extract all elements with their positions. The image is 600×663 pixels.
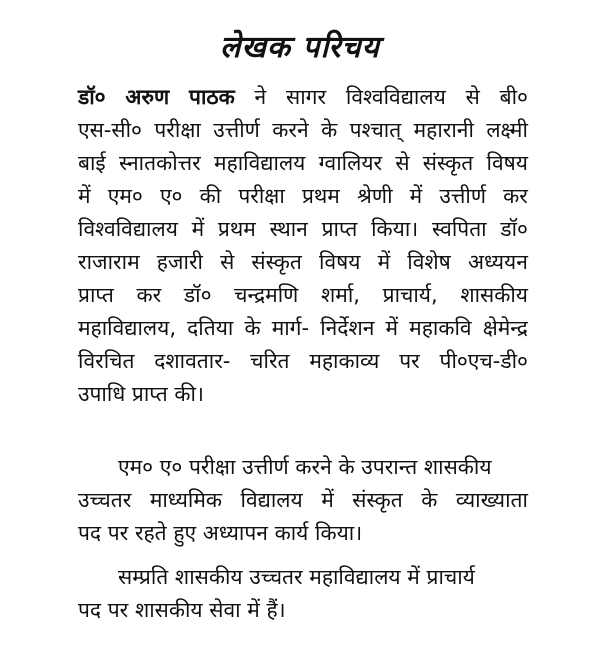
word: क्षेमेन्द्र	[482, 316, 528, 340]
word: विषय	[319, 250, 361, 274]
word: कर	[136, 283, 162, 307]
word: डॉ०	[500, 217, 528, 241]
word: व्याख्याता	[455, 488, 528, 512]
word: एम०	[107, 184, 143, 208]
word: पर	[399, 349, 420, 373]
text-line	[78, 181, 528, 211]
word: में	[377, 250, 391, 274]
text-line	[78, 247, 528, 277]
word: विश्वविद्यालय	[78, 217, 178, 241]
word: के	[244, 316, 261, 340]
word: प्रथम	[217, 217, 256, 241]
word: स्नातकोत्तर	[119, 151, 201, 175]
word: पी०एच-डी०	[439, 349, 528, 373]
word: करने	[272, 118, 309, 142]
word: ए०	[159, 184, 183, 208]
word: सागर	[286, 85, 327, 109]
word: स्वपिता	[431, 217, 487, 241]
word: बाई	[78, 151, 106, 175]
text-line: पद पर शासकीय सेवा में हैं।	[78, 598, 286, 622]
word: प्राप्त	[78, 283, 114, 307]
word: प्राचार्य,	[382, 283, 438, 307]
word: एस-सी०	[78, 118, 142, 142]
word: दतिया	[187, 316, 234, 340]
word: संस्कृत	[422, 151, 474, 175]
word: मार्ग-	[271, 316, 310, 340]
text-line	[78, 82, 528, 112]
word: की	[199, 184, 222, 208]
word: विरचित	[78, 349, 135, 373]
word: माध्यमिक	[149, 488, 223, 512]
word: परीक्षा	[238, 184, 285, 208]
word: में	[321, 488, 334, 512]
word: पाठक	[189, 85, 235, 109]
word: उत्तीर्ण	[213, 118, 260, 142]
word: हजारी	[156, 250, 203, 274]
word: के	[421, 488, 438, 512]
word: शर्मा,	[321, 283, 360, 307]
word: शासकीय	[460, 283, 528, 307]
word: पश्चात्	[349, 118, 402, 142]
word: महाकाव्य	[309, 349, 380, 373]
word: विश्वविद्यालय	[345, 85, 446, 109]
word: अध्ययन	[467, 250, 528, 274]
word: अरुण	[125, 85, 170, 109]
word: संस्कृत	[251, 250, 302, 274]
word: से	[465, 85, 480, 109]
word: कर	[503, 184, 528, 208]
text-line	[78, 214, 528, 244]
word: विषय	[486, 151, 528, 175]
text-line	[78, 313, 528, 343]
word: विशेष	[407, 250, 451, 274]
word: महारानी	[413, 118, 474, 142]
word: में	[191, 217, 205, 241]
text-line	[78, 346, 528, 376]
word: राजाराम	[78, 250, 140, 274]
word: चरित	[250, 349, 290, 373]
word: में	[409, 184, 423, 208]
word: उत्तीर्ण	[439, 184, 487, 208]
text-line	[78, 280, 528, 310]
word: श्रेणी	[357, 184, 393, 208]
text-line: उपाधि प्राप्त की।	[78, 382, 204, 406]
text-line	[78, 485, 528, 515]
word: प्राप्त	[321, 217, 358, 241]
word: किया।	[371, 217, 419, 241]
word: में	[78, 184, 91, 208]
word: विद्यालय	[240, 488, 303, 512]
word: महाविद्यालय	[214, 151, 306, 175]
word: डॉ०	[78, 85, 106, 109]
word: महाकवि	[409, 316, 472, 340]
word: उच्चतर	[78, 488, 132, 512]
text-line: पद पर रहते हुए अध्यापन कार्य किया।	[78, 521, 363, 545]
text-line: सम्प्रति शासकीय उच्चतर महाविद्यालय में प्राचार्य	[118, 565, 475, 589]
word: लक्ष्मी	[486, 118, 528, 142]
word: महाविद्यालय,	[78, 316, 177, 340]
word: बी०	[499, 85, 528, 109]
word: से	[220, 250, 235, 274]
text-line: एम० ए० परीक्षा उत्तीर्ण करने के उपरान्त शासकीय	[118, 455, 492, 479]
text-line	[78, 115, 528, 145]
word: ने	[254, 85, 267, 109]
word: से	[395, 151, 410, 175]
word: ग्वालियर	[318, 151, 383, 175]
word: प्रथम	[301, 184, 340, 208]
word: निर्देशन	[320, 316, 375, 340]
text-line	[78, 148, 528, 178]
word: के	[321, 118, 338, 142]
word: में	[385, 316, 399, 340]
word: डॉ०	[183, 283, 212, 307]
page-title: लेखक परिचय	[220, 30, 380, 65]
word: संस्कृत	[352, 488, 403, 512]
word: स्थान	[269, 217, 308, 241]
word: दशावतार-	[154, 349, 231, 373]
word: परीक्षा	[154, 118, 201, 142]
word: चन्द्रमणि	[234, 283, 299, 307]
